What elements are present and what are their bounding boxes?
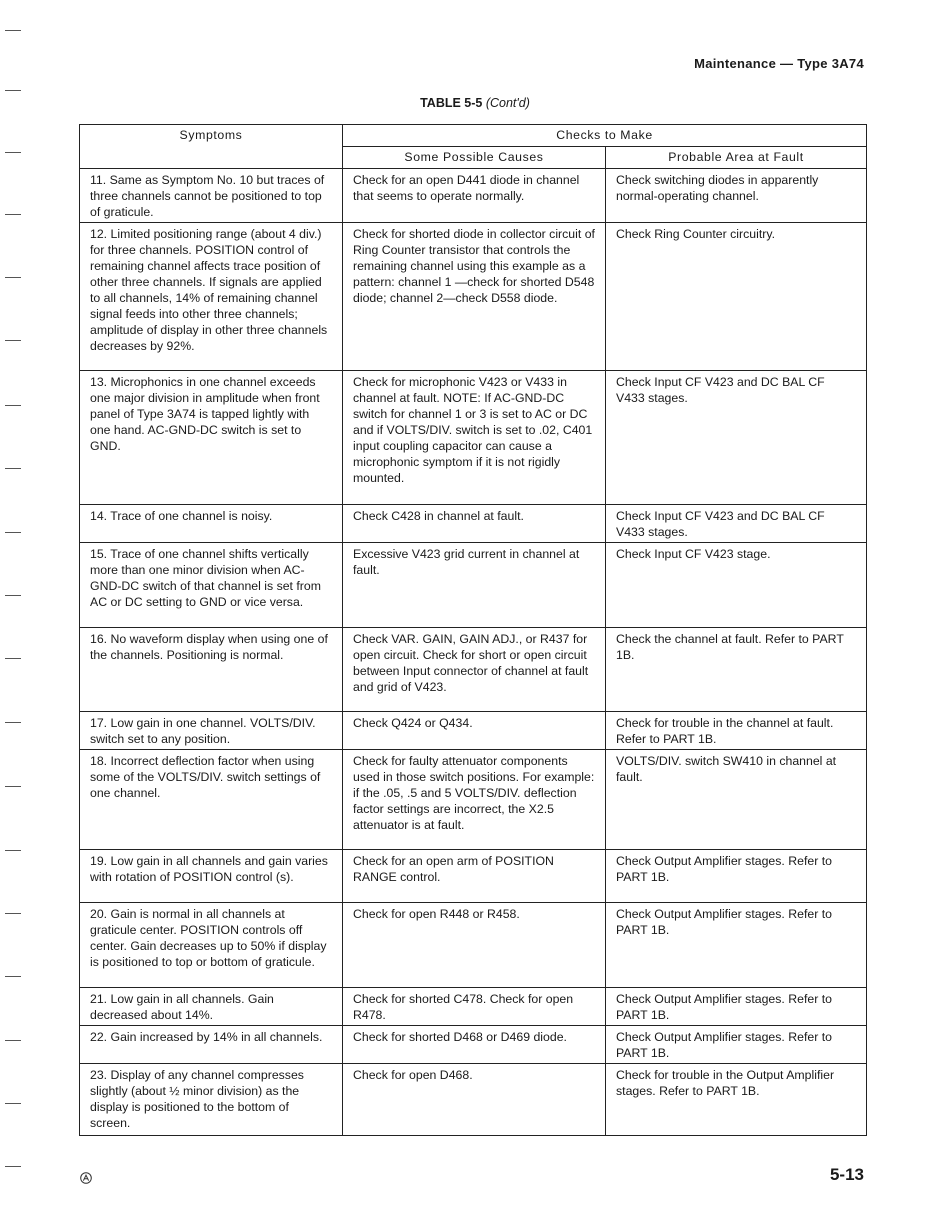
troubleshooting-table bbox=[79, 124, 867, 1136]
table-title-cont: (Cont'd) bbox=[485, 96, 530, 110]
area-cell: Check for trouble in the Output Amplifier stages. Refer to PART 1B. bbox=[606, 1064, 867, 1136]
symptom-cell: 16. No waveform display when using one of the channels. Positioning is normal. bbox=[80, 628, 343, 712]
symptom-cell: 23. Display of any channel compresses slightly (about ½ minor division) as the display is positioned to the bottom of screen. bbox=[80, 1064, 343, 1136]
edge-mark bbox=[5, 468, 21, 469]
edge-mark bbox=[5, 1040, 21, 1041]
cause-cell: Check Q424 or Q434. bbox=[343, 712, 606, 750]
header-row-group bbox=[80, 125, 867, 147]
cause-cell: Check for microphonic V423 or V433 in channel at fault. NOTE: If AC-GND-DC switch for channel 1 or 3 is set to AC or DC and if VOLTS/DIV. switch is set to .02, C401 input coupling capacitor can cause a microphonic symptom if it is not rigidly mounted. bbox=[343, 371, 606, 505]
symptom-cell: 13. Microphonics in one channel exceeds one major division in amplitude when front panel of Type 3A74 is tapped lightly with one hand. AC-GND-DC switch is set to GND. bbox=[80, 371, 343, 505]
edge-mark bbox=[5, 976, 21, 977]
area-cell: Check Output Amplifier stages. Refer to PART 1B. bbox=[606, 988, 867, 1026]
table-title-label: TABLE 5-5 bbox=[420, 96, 483, 110]
column-header-checks: Checks to Make bbox=[343, 125, 867, 147]
area-cell: Check the channel at fault. Refer to PART 1B. bbox=[606, 628, 867, 712]
cause-cell: Check for shorted diode in collector circuit of Ring Counter transistor that controls the remaining channel using this example as a pattern: channel 1 —check for shorted D548 diode; channel 2—check D558 diode. bbox=[343, 223, 606, 371]
area-cell: Check switching diodes in apparently normal-operating channel. bbox=[606, 169, 867, 223]
edge-mark bbox=[5, 532, 21, 533]
edge-mark bbox=[5, 277, 21, 278]
symptom-cell: 22. Gain increased by 14% in all channels. bbox=[80, 1026, 343, 1064]
table-row bbox=[80, 223, 867, 371]
cause-cell: Check for an open D441 diode in channel that seems to operate normally. bbox=[343, 169, 606, 223]
table-row bbox=[80, 988, 867, 1026]
edge-mark bbox=[5, 340, 21, 341]
symptom-cell: 21. Low gain in all channels. Gain decreased about 14%. bbox=[80, 988, 343, 1026]
area-cell: Check Output Amplifier stages. Refer to PART 1B. bbox=[606, 903, 867, 988]
edge-mark bbox=[5, 90, 21, 91]
cause-cell: Check for open R448 or R458. bbox=[343, 903, 606, 988]
edge-mark bbox=[5, 1166, 21, 1167]
area-cell: Check Input CF V423 stage. bbox=[606, 543, 867, 628]
table-row bbox=[80, 903, 867, 988]
cause-cell: Check for faulty attenuator components used in those switch positions. For example: if the .05, .5 and 5 VOLTS/DIV. deflection factor settings are incorrect, the X2.5 attenuator is at fault. bbox=[343, 750, 606, 850]
area-cell: Check for trouble in the channel at fault. Refer to PART 1B. bbox=[606, 712, 867, 750]
symptom-cell: 17. Low gain in one channel. VOLTS/DIV. switch set to any position. bbox=[80, 712, 343, 750]
table-row bbox=[80, 505, 867, 543]
area-cell: Check Ring Counter circuitry. bbox=[606, 223, 867, 371]
circled-a-logo bbox=[80, 1172, 92, 1184]
table-row bbox=[80, 850, 867, 903]
edge-mark bbox=[5, 786, 21, 787]
table-row bbox=[80, 169, 867, 223]
column-header-area: Probable Area at Fault bbox=[606, 147, 867, 169]
edge-mark bbox=[5, 595, 21, 596]
column-header-causes: Some Possible Causes bbox=[343, 147, 606, 169]
table-row bbox=[80, 543, 867, 628]
area-cell: Check Output Amplifier stages. Refer to PART 1B. bbox=[606, 1026, 867, 1064]
symptom-cell: 18. Incorrect deflection factor when using some of the VOLTS/DIV. switch settings of one channel. bbox=[80, 750, 343, 850]
symptom-cell: 11. Same as Symptom No. 10 but traces of three channels cannot be positioned to top of graticule. bbox=[80, 169, 343, 223]
edge-mark bbox=[5, 722, 21, 723]
running-header: Maintenance — Type 3A74 bbox=[694, 56, 864, 71]
cause-cell: Check for shorted D468 or D469 diode. bbox=[343, 1026, 606, 1064]
table-row bbox=[80, 1026, 867, 1064]
cause-cell: Check C428 in channel at fault. bbox=[343, 505, 606, 543]
area-cell: Check Input CF V423 and DC BAL CF V433 stages. bbox=[606, 371, 867, 505]
area-cell: Check Input CF V423 and DC BAL CF V433 stages. bbox=[606, 505, 867, 543]
cause-cell: Check VAR. GAIN, GAIN ADJ., or R437 for open circuit. Check for short or open circuit between Input connector of channel at fault and grid of V423. bbox=[343, 628, 606, 712]
table-title bbox=[0, 96, 950, 110]
table-row bbox=[80, 712, 867, 750]
cause-cell: Check for open D468. bbox=[343, 1064, 606, 1136]
symptom-cell: 14. Trace of one channel is noisy. bbox=[80, 505, 343, 543]
area-cell: VOLTS/DIV. switch SW410 in channel at fault. bbox=[606, 750, 867, 850]
edge-mark bbox=[5, 658, 21, 659]
edge-mark bbox=[5, 405, 21, 406]
edge-mark bbox=[5, 850, 21, 851]
area-cell: Check Output Amplifier stages. Refer to PART 1B. bbox=[606, 850, 867, 903]
cause-cell: Excessive V423 grid current in channel at fault. bbox=[343, 543, 606, 628]
edge-mark bbox=[5, 1103, 21, 1104]
table-row bbox=[80, 750, 867, 850]
symptom-cell: 15. Trace of one channel shifts vertically more than one minor division when AC-GND-DC switch of that channel is set from AC or DC setting to GND or vice versa. bbox=[80, 543, 343, 628]
column-header-symptoms: Symptoms bbox=[80, 125, 343, 169]
symptom-cell: 12. Limited positioning range (about 4 div.) for three channels. POSITION control of remaining channel affects trace position of other three channels. If signals are applied to all channels, 14% of remaining channel signal feeds into other three channels; amplitude of display in other three channels decreases by 92%. bbox=[80, 223, 343, 371]
cause-cell: Check for an open arm of POSITION RANGE control. bbox=[343, 850, 606, 903]
page-number: 5-13 bbox=[829, 1165, 864, 1184]
cause-cell: Check for shorted C478. Check for open R478. bbox=[343, 988, 606, 1026]
table-row bbox=[80, 1064, 867, 1136]
table-row bbox=[80, 628, 867, 712]
table-row bbox=[80, 371, 867, 505]
symptom-cell: 19. Low gain in all channels and gain varies with rotation of POSITION control (s). bbox=[80, 850, 343, 903]
symptom-cell: 20. Gain is normal in all channels at graticule center. POSITION controls off center. Gain decreases up to 50% if display is positioned to top or bottom of graticule. bbox=[80, 903, 343, 988]
edge-mark bbox=[5, 913, 21, 914]
edge-mark bbox=[5, 214, 21, 215]
edge-mark bbox=[5, 152, 21, 153]
edge-mark bbox=[5, 30, 21, 31]
